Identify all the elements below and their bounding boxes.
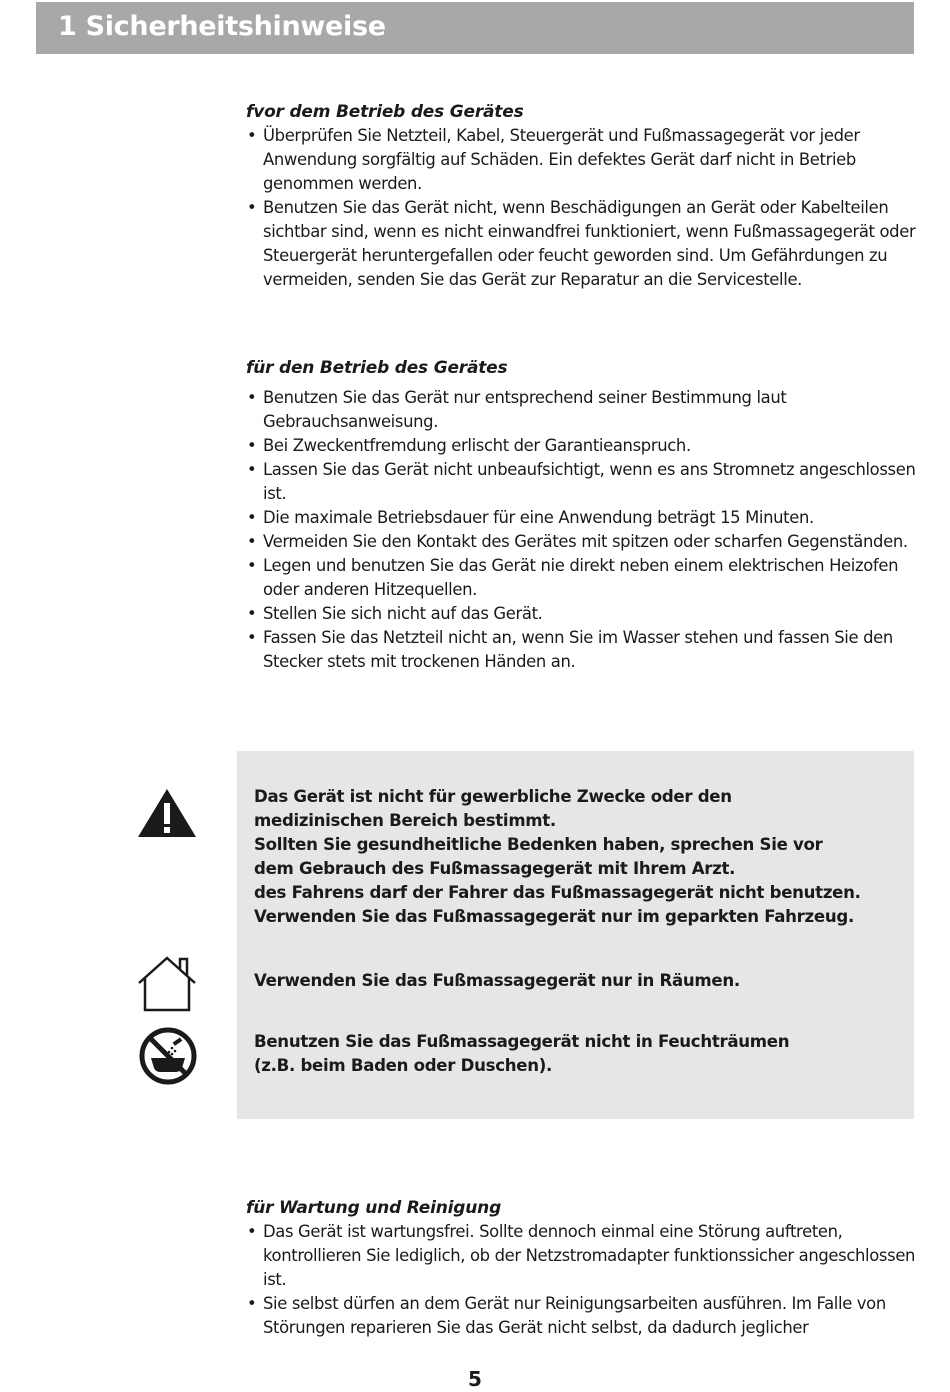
- list-item: • Das Gerät ist wartungsfrei. Sollte dennoch einmal eine Störung auftreten, kontrollieren Sie lediglich, ob der Netzstromadapter funktionssicher angeschlossen ist.: [246, 1220, 926, 1292]
- warning-triangle-icon: [136, 787, 198, 839]
- no-bathing-icon: [138, 1026, 198, 1086]
- house-icon: [136, 955, 198, 1013]
- section-before-operation: [246, 100, 926, 292]
- section-maintenance: [246, 1196, 926, 1340]
- list-item: • Legen und benutzen Sie das Gerät nie direkt neben einem elektrischen Heizofen oder anderen Hitzequellen.: [246, 554, 926, 602]
- list-item: • Benutzen Sie das Gerät nicht, wenn Beschädigungen an Gerät oder Kabelteilen sichtbar sind, wenn es nicht einwandfrei funktioniert, wenn Fußmassagegerät oder Steuergerät heruntergefallen oder feucht geworden sind. Um Gefährdungen zu vermeiden, senden Sie das Gerät zur Reparatur an die Servicestelle.: [246, 196, 926, 292]
- bullet-list: [246, 124, 926, 292]
- bullet-list: [246, 386, 926, 674]
- list-item: • Stellen Sie sich nicht auf das Gerät.: [246, 602, 926, 626]
- warning-indoor-text: Verwenden Sie das Fußmassagegerät nur in Räumen.: [254, 971, 740, 990]
- page-number: 5: [468, 1367, 482, 1391]
- warning-general-text: Das Gerät ist nicht für gewerbliche Zwecke oder den medizinischen Bereich bestimmt. Sollten Sie gesundheitliche Bedenken haben, sprechen Sie vor dem Gebrauch des Fußmassagegerät mit Ihrem Arzt. des Fahrens darf der Fahrer das Fußmassagegerät nicht benutzen. Verwenden Sie das Fußmassagegerät nur im geparkten Fahrzeug.: [254, 787, 861, 926]
- section-during-operation: [246, 356, 926, 674]
- section-heading: für Wartung und Reinigung: [246, 1198, 502, 1218]
- list-item: • Lassen Sie das Gerät nicht unbeaufsichtigt, wenn es ans Stromnetz angeschlossen ist.: [246, 458, 926, 506]
- page-title: 1 Sicherheitshinweise: [58, 11, 386, 42]
- list-item: • Vermeiden Sie den Kontakt des Gerätes mit spitzen oder scharfen Gegenständen.: [246, 530, 926, 554]
- section-heading: fvor dem Betrieb des Gerätes: [246, 102, 524, 122]
- list-item: • Bei Zweckentfremdung erlischt der Garantieanspruch.: [246, 434, 926, 458]
- bullet-list: [246, 1220, 926, 1340]
- list-item: • Die maximale Betriebsdauer für eine Anwendung beträgt 15 Minuten.: [246, 506, 926, 530]
- header-bar: [36, 2, 914, 54]
- list-item: • Überprüfen Sie Netzteil, Kabel, Steuergerät und Fußmassagegerät vor jeder Anwendung sorgfältig auf Schäden. Ein defektes Gerät darf nicht in Betrieb genommen werden.: [246, 124, 926, 196]
- list-item: • Benutzen Sie das Gerät nur entsprechend seiner Bestimmung laut Gebrauchsanweisung.: [246, 386, 926, 434]
- section-heading: für den Betrieb des Gerätes: [246, 358, 508, 378]
- list-item: • Fassen Sie das Netzteil nicht an, wenn Sie im Wasser stehen und fassen Sie den Stecker stets mit trockenen Händen an.: [246, 626, 926, 674]
- list-item: • Sie selbst dürfen an dem Gerät nur Reinigungsarbeiten ausführen. Im Falle von Störungen reparieren Sie das Gerät nicht selbst, da dadurch jeglicher: [246, 1292, 926, 1340]
- warning-no-wet-rooms-text: Benutzen Sie das Fußmassagegerät nicht in Feuchträumen (z.B. beim Baden oder Duschen).: [254, 1032, 790, 1075]
